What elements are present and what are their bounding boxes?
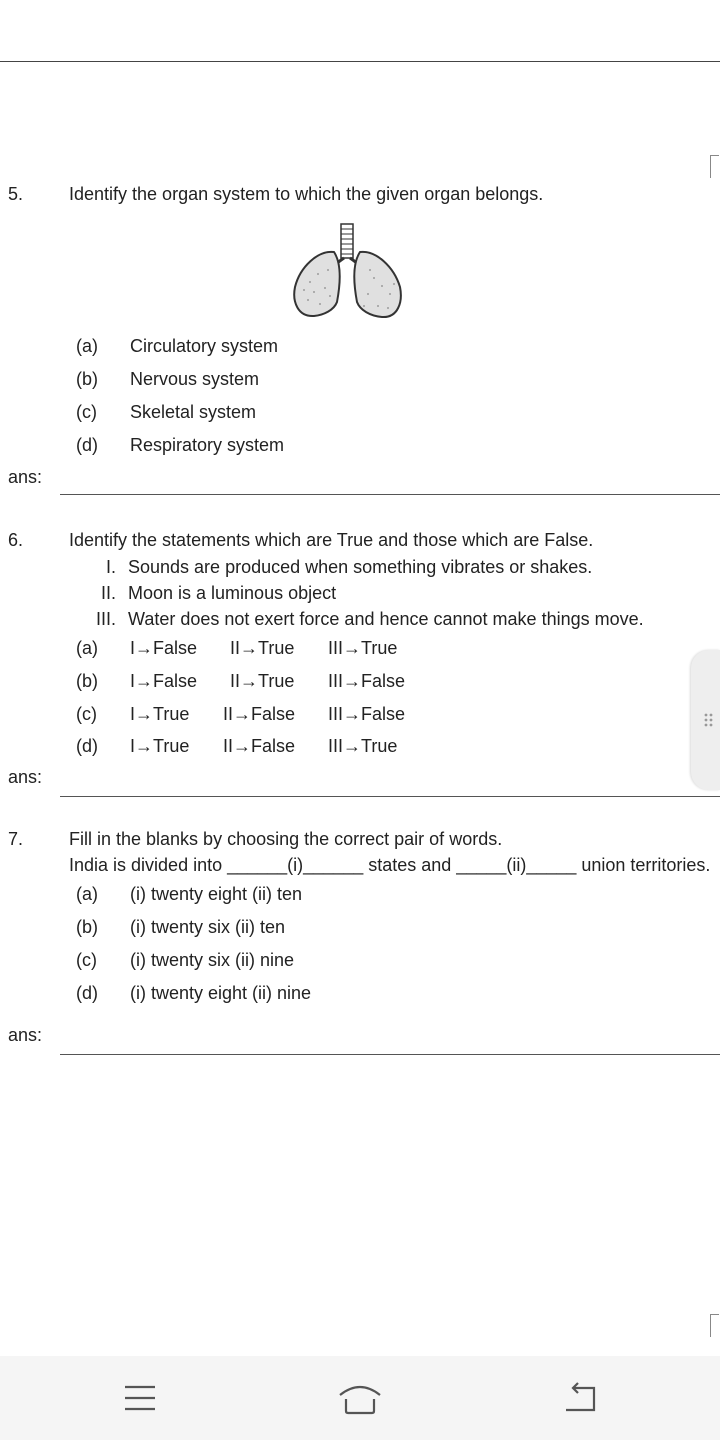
question-prompt: Fill in the blanks by choosing the correct pair of words. bbox=[69, 829, 503, 849]
side-drawer-handle[interactable] bbox=[691, 650, 720, 790]
option-letter: (c) bbox=[76, 704, 97, 724]
option-col-1: I→True bbox=[130, 736, 190, 756]
option-col-3: III→False bbox=[328, 671, 406, 691]
option-col-1: I→False bbox=[130, 671, 198, 691]
menu-button[interactable] bbox=[110, 1376, 170, 1420]
option-text: (i) twenty eight (ii) ten bbox=[130, 884, 303, 904]
option-col-2: II→False bbox=[223, 736, 296, 756]
question-number: 5. bbox=[8, 184, 24, 204]
menu-icon bbox=[122, 1383, 158, 1413]
option-letter: (d) bbox=[76, 736, 98, 756]
option-letter: (c) bbox=[76, 402, 97, 422]
option-text: Nervous system bbox=[130, 369, 260, 389]
answer-label: ans: bbox=[8, 767, 43, 787]
statement-text: Sounds are produced when something vibrates or shakes. bbox=[128, 557, 593, 577]
option-text: Circulatory system bbox=[130, 336, 279, 356]
option-letter: (c) bbox=[76, 950, 97, 970]
statement-text: Water does not exert force and hence cannot make things move. bbox=[128, 609, 644, 629]
back-icon bbox=[560, 1382, 600, 1414]
home-button[interactable] bbox=[330, 1376, 390, 1420]
option-col-2: II→True bbox=[230, 671, 295, 691]
option-letter: (a) bbox=[76, 638, 98, 658]
statement-text: Moon is a luminous object bbox=[128, 583, 337, 603]
question-sentence: India is divided into ______(i)______ states and _____(ii)_____ union territories. bbox=[69, 855, 711, 875]
statement-numeral: III. bbox=[95, 609, 116, 629]
option-text: Skeletal system bbox=[130, 402, 257, 422]
option-letter: (a) bbox=[76, 336, 98, 356]
answer-label: ans: bbox=[8, 467, 43, 487]
option-letter: (b) bbox=[76, 917, 98, 937]
statement-numeral: II. bbox=[100, 583, 116, 603]
option-letter: (d) bbox=[76, 983, 98, 1003]
lungs-illustration-icon bbox=[290, 222, 406, 322]
option-col-2: II→True bbox=[230, 638, 295, 658]
page-top-divider bbox=[0, 61, 720, 62]
grip-dots-icon bbox=[704, 712, 714, 728]
home-icon bbox=[336, 1381, 384, 1415]
option-text: (i) twenty six (ii) ten bbox=[130, 917, 286, 937]
option-text: (i) twenty six (ii) nine bbox=[130, 950, 295, 970]
question-number: 7. bbox=[8, 829, 24, 849]
option-letter: (a) bbox=[76, 884, 98, 904]
option-col-2: II→False bbox=[223, 704, 296, 724]
answer-line[interactable] bbox=[60, 494, 720, 495]
option-letter: (b) bbox=[76, 671, 98, 691]
question-number: 6. bbox=[8, 530, 24, 550]
option-text: (i) twenty eight (ii) nine bbox=[130, 983, 312, 1003]
question-prompt: Identify the statements which are True and those which are False. bbox=[69, 530, 594, 550]
question-prompt: Identify the organ system to which the given organ belongs. bbox=[69, 184, 544, 204]
back-button[interactable] bbox=[550, 1376, 610, 1420]
option-col-3: III→True bbox=[328, 736, 398, 756]
answer-line[interactable] bbox=[60, 1054, 720, 1055]
answer-label: ans: bbox=[8, 1025, 43, 1045]
option-col-1: I→True bbox=[130, 704, 190, 724]
option-letter: (b) bbox=[76, 369, 98, 389]
option-col-3: III→True bbox=[328, 638, 398, 658]
page-edge-marker-bottom bbox=[710, 1314, 719, 1337]
page-edge-marker-top bbox=[710, 155, 719, 178]
option-col-1: I→False bbox=[130, 638, 198, 658]
option-text: Respiratory system bbox=[130, 435, 285, 455]
option-letter: (d) bbox=[76, 435, 98, 455]
option-col-3: III→False bbox=[328, 704, 406, 724]
statement-numeral: I. bbox=[105, 557, 116, 577]
answer-line[interactable] bbox=[60, 796, 720, 797]
